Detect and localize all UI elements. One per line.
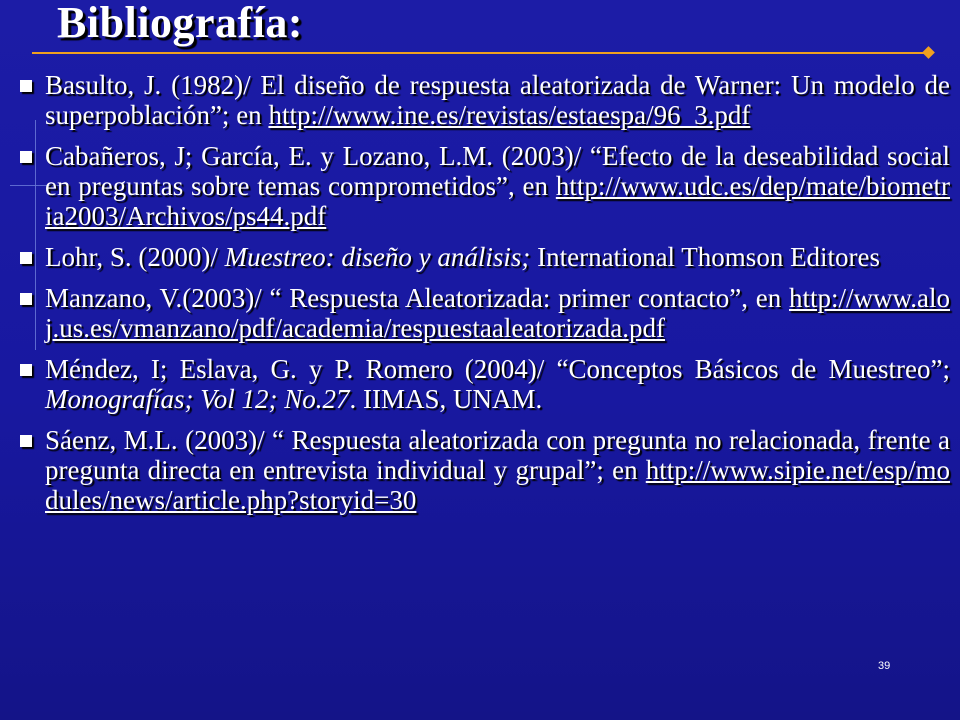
reference-text-after: International Thomson Editores — [530, 242, 881, 272]
bibliography-item — [18, 425, 950, 515]
square-bullet-icon — [20, 364, 32, 376]
reference-italic-title: Monografías; Vol 12; No.27 — [45, 384, 350, 414]
reference-link[interactable]: http://www.sipie.net/esp/modules/news/article.php?storyid=30 — [45, 455, 950, 515]
page-number: 39 — [878, 660, 891, 672]
square-bullet-icon — [20, 80, 32, 92]
slide-title: Bibliografía: — [57, 0, 304, 47]
reference-text: Cabañeros, J; García, E. y Lozano, L.M. (2003)/ “Efecto de la deseabilidad social en preguntas sobre temas comprometidos”, en — [45, 141, 950, 201]
title-rule-diamond-icon — [922, 46, 935, 59]
reference-link[interactable]: http://www.aloj.us.es/vmanzano/pdf/academia/respuestaaleatorizada.pdf — [45, 283, 950, 343]
square-bullet-icon — [20, 435, 32, 447]
reference-text: Manzano, V.(2003)/ “ Respuesta Aleatorizada: primer contacto”, en — [45, 283, 789, 313]
bibliography-item — [18, 70, 950, 130]
reference-link[interactable]: http://www.ine.es/revistas/estaespa/96_3.pdf — [268, 100, 751, 130]
bibliography-item — [18, 242, 950, 272]
reference-text: Sáenz, M.L. (2003)/ “ Respuesta aleatorizada con pregunta no relacionada, frente a pregunta directa en entrevista individual y grupal”; en — [45, 425, 950, 485]
reference-text: Lohr, S. (2000)/ — [45, 242, 225, 272]
bibliography-item — [18, 283, 950, 343]
reference-text-after: . IIMAS, UNAM. — [349, 384, 543, 414]
square-bullet-icon — [20, 151, 32, 163]
bibliography-item — [18, 141, 950, 231]
square-bullet-icon — [20, 293, 32, 305]
reference-text: Méndez, I; Eslava, G. y P. Romero (2004)/ “Conceptos Básicos de Muestreo”; — [45, 354, 950, 384]
square-bullet-icon — [20, 252, 32, 264]
reference-link[interactable]: http://www.udc.es/dep/mate/biometria2003/Archivos/ps44.pdf — [45, 171, 950, 231]
bibliography-item — [18, 354, 950, 414]
reference-italic-title: Muestreo: diseño y análisis; — [224, 242, 531, 272]
reference-text: Basulto, J. (1982)/ El diseño de respuesta aleatorizada de Warner: Un modelo de superpoblación”; en — [45, 70, 950, 130]
title-underline-rule — [32, 52, 925, 54]
bibliography-list — [18, 70, 950, 526]
